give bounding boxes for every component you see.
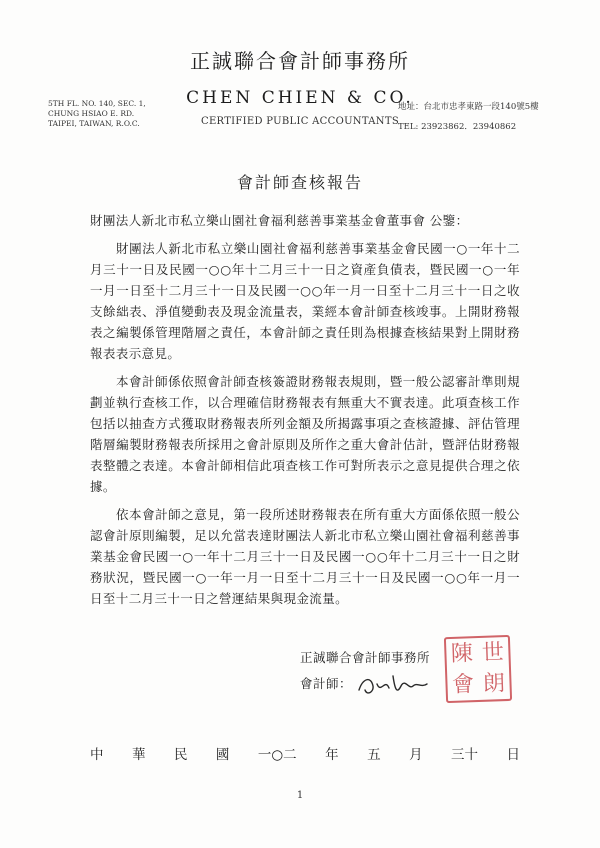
firm-subtitle: CERTIFIED PUBLIC ACCOUNTANTS bbox=[201, 116, 399, 127]
page-number: 1 bbox=[296, 790, 304, 801]
seal-char: 世 bbox=[481, 639, 505, 666]
paragraph: 財團法人新北市私立樂山園社會福利慈善事業基金會民國一○一年十二月三十一日及民國一○○年十二月三十一日之資產負債表，暨民國一○一年一月一日至十二月三十一日及民國一○○年一月一日至十二月三十一日之收支餘絀表、淨值變動表及現金流量表，業經本會計師查核竣事。上開財務報表之編製係管理階層之責任，本會計師之責任則為根據查核結果對上開財務報表表示意見。 bbox=[90, 241, 520, 361]
date-char: 華 bbox=[131, 747, 146, 763]
address-line: CHUNG HSIAO E. RD. bbox=[48, 109, 135, 118]
firm-name-english: CHEN CHIEN & CO. bbox=[186, 88, 414, 108]
date-char: 國 bbox=[215, 747, 230, 763]
date-char: 中 bbox=[90, 747, 104, 763]
handwritten-signature bbox=[355, 664, 435, 704]
date-char: 一○二 bbox=[257, 747, 297, 763]
date-char: 民 bbox=[173, 747, 188, 763]
signature-label: 會計師： bbox=[300, 676, 353, 691]
address-line: 5TH FL. NO. 140, SEC. 1, bbox=[48, 99, 146, 108]
telephone: TEL: 23923862．23940862 bbox=[398, 122, 517, 132]
paragraph: 依本會計師之意見，第一段所述財務報表在所有重大方面係依照一般公認會計原則編製，足以允當表達財團法人新北市私立樂山園社會福利慈善事業基金會民國一○一年十二月三十一日及民國一○○年十二月三十一日之財務狀況，暨民國一○一年一月一日至十二月三十一日及民國一○○年一月一日至十二月三十一日之營運結果與現金流量。 bbox=[90, 507, 520, 606]
seal-char: 會 bbox=[451, 671, 475, 698]
chinese-address-block bbox=[398, 97, 568, 137]
addressee: 財團法人新北市私立樂山園社會福利慈善事業基金會董事會 公鑒： bbox=[90, 213, 469, 228]
address-line: TAIPEI, TAIWAN, R.O.C. bbox=[48, 119, 140, 128]
report-date bbox=[90, 743, 520, 763]
report-body bbox=[90, 210, 520, 616]
accountant-seal-stamp bbox=[444, 635, 512, 703]
date-char: 月 bbox=[409, 747, 423, 763]
report-title: 會計師查核報告 bbox=[236, 173, 363, 192]
signature-firm: 正誠聯合會計師事務所 bbox=[300, 650, 431, 665]
seal-char: 陳 bbox=[450, 640, 474, 667]
seal-char: 朗 bbox=[482, 670, 506, 697]
firm-name-chinese: 正誠聯合會計師事務所 bbox=[190, 49, 410, 73]
date-char: 三十 bbox=[451, 747, 479, 763]
chinese-address: 地址：台北市忠孝東路一段140號5樓 bbox=[398, 102, 539, 112]
paragraph: 本會計師係依照會計師查核簽證財務報表規則，暨一般公認審計準則規劃並執行查核工作，以合理確信財務報表有無重大不實表達。此項查核工作包括以抽查方式獲取財務報表所列金額及所揭露事項之查核證據、評估管理階層編製財務報表所採用之會計原則及所作之重大會計估計，暨評估財務報表整體之表達。本會計師相信此項查核工作可對所表示之意見提供合理之依據。 bbox=[90, 374, 520, 494]
date-char: 年 bbox=[325, 747, 339, 763]
date-char: 日 bbox=[506, 747, 520, 763]
date-char: 五 bbox=[367, 747, 381, 763]
english-address bbox=[48, 99, 178, 129]
